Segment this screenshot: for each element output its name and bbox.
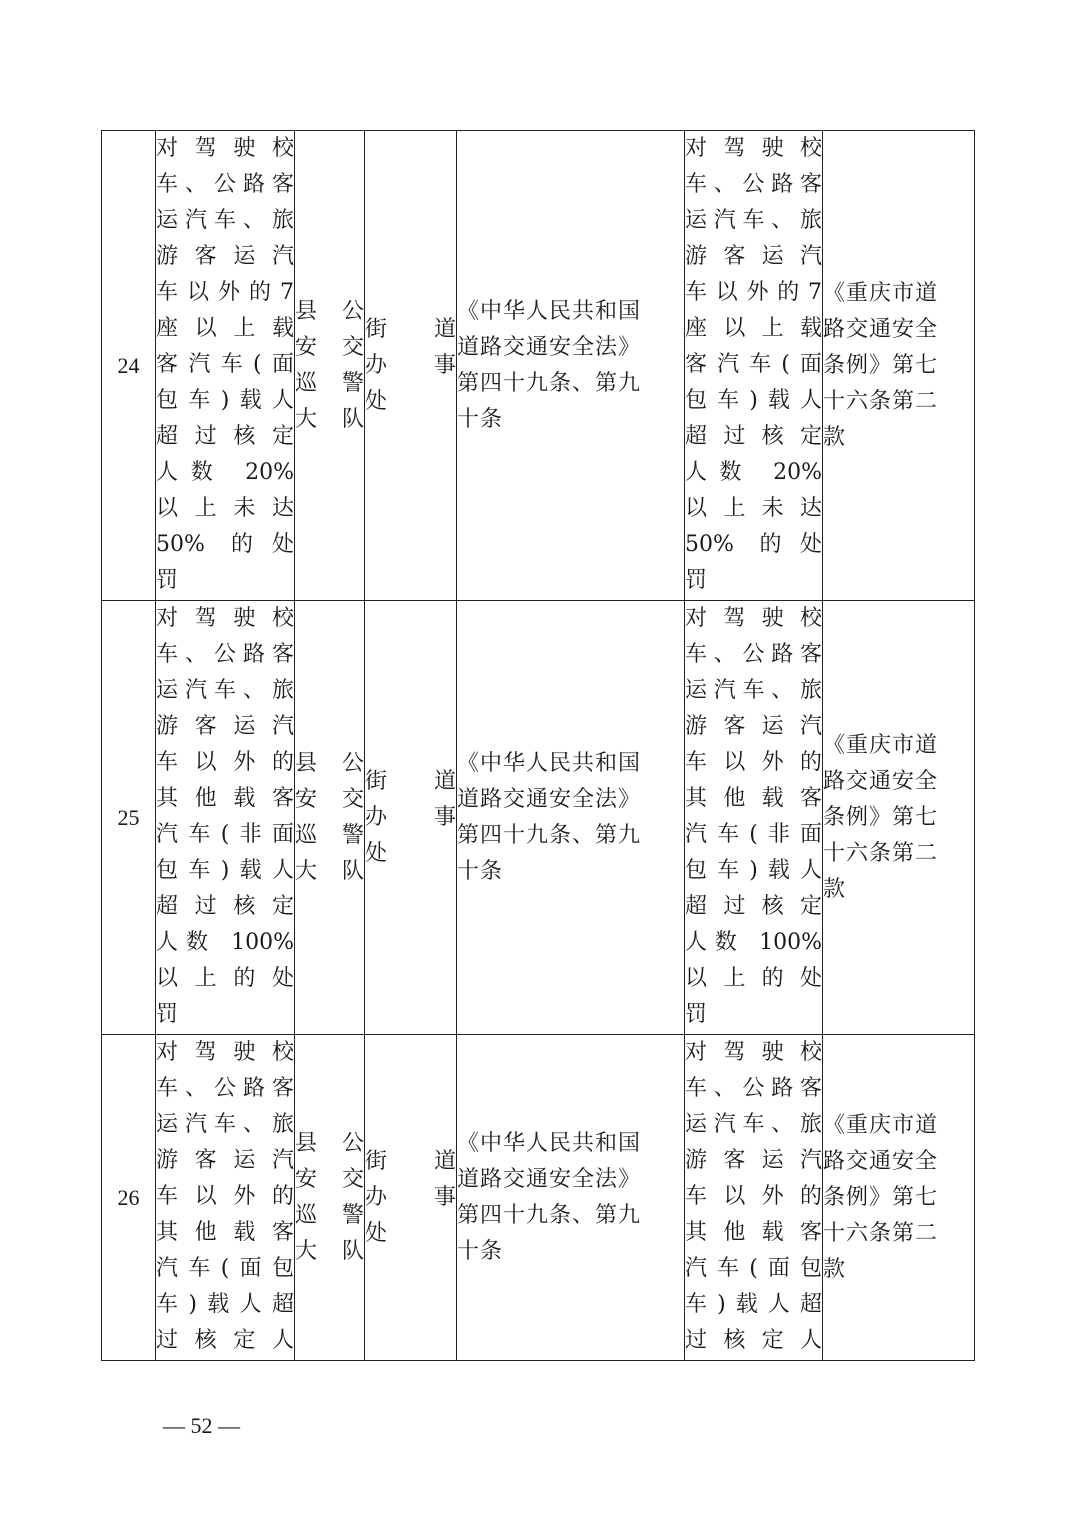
item-name-repeat-cell: 对驾驶校 车、公路客 运汽车、旅 游客运汽 车以外的7 座以上载 客汽车(面 包车)载人 超过核定 人数 20% 以上未达 50% 的处 罚 <box>685 131 823 601</box>
table-row <box>102 1035 975 1361</box>
legal-basis-cell: 《中华人民共和国 道路交通安全法》 第四十九条、第九 十条 <box>457 601 685 1035</box>
page-number: — 52 — <box>163 1413 240 1438</box>
enforcement-table <box>101 130 975 1361</box>
table-row <box>102 131 975 601</box>
department-cell: 县公 安交 巡警 大队 <box>295 601 365 1035</box>
cooperating-unit-cell: 街 道 办 事 处 <box>365 601 457 1035</box>
item-name-cell: 对驾驶校 车、公路客 运汽车、旅 游客运汽 车以外的7 座以上载 客汽车(面 包车)载人 超过核定 人数 20% 以上未达 50% 的处 罚 <box>156 131 295 601</box>
item-name-cell: 对驾驶校 车、公路客 运汽车、旅 游客运汽 车以外的 其他载客 汽车(面包 车)载人超 过核定人 <box>156 1035 295 1361</box>
item-name-repeat-cell: 对驾驶校 车、公路客 运汽车、旅 游客运汽 车以外的 其他载客 汽车(非面 包车)载人 超过核定 人数 100% 以上的处 罚 <box>685 601 823 1035</box>
item-name-cell: 对驾驶校 车、公路客 运汽车、旅 游客运汽 车以外的 其他载客 汽车(非面 包车)载人 超过核定 人数 100% 以上的处 罚 <box>156 601 295 1035</box>
cooperating-unit-cell: 街 道 办 事 处 <box>365 1035 457 1361</box>
legal-basis-cell: 《中华人民共和国 道路交通安全法》 第四十九条、第九 十条 <box>457 1035 685 1361</box>
legal-basis-cell: 《中华人民共和国 道路交通安全法》 第四十九条、第九 十条 <box>457 131 685 601</box>
row-number: 24 <box>102 131 156 601</box>
department-cell: 县公 安交 巡警 大队 <box>295 131 365 601</box>
table-row <box>102 601 975 1035</box>
department-cell: 县公 安交 巡警 大队 <box>295 1035 365 1361</box>
cooperating-unit-cell: 街 道 办 事 处 <box>365 131 457 601</box>
local-regulation-cell: 《重庆市道 路交通安全 条例》第七 十六条第二 款 <box>823 601 975 1035</box>
item-name-repeat-cell: 对驾驶校 车、公路客 运汽车、旅 游客运汽 车以外的 其他载客 汽车(面包 车)载人超 过核定人 <box>685 1035 823 1361</box>
row-number: 25 <box>102 601 156 1035</box>
local-regulation-cell: 《重庆市道 路交通安全 条例》第七 十六条第二 款 <box>823 1035 975 1361</box>
row-number: 26 <box>102 1035 156 1361</box>
local-regulation-cell: 《重庆市道 路交通安全 条例》第七 十六条第二 款 <box>823 131 975 601</box>
